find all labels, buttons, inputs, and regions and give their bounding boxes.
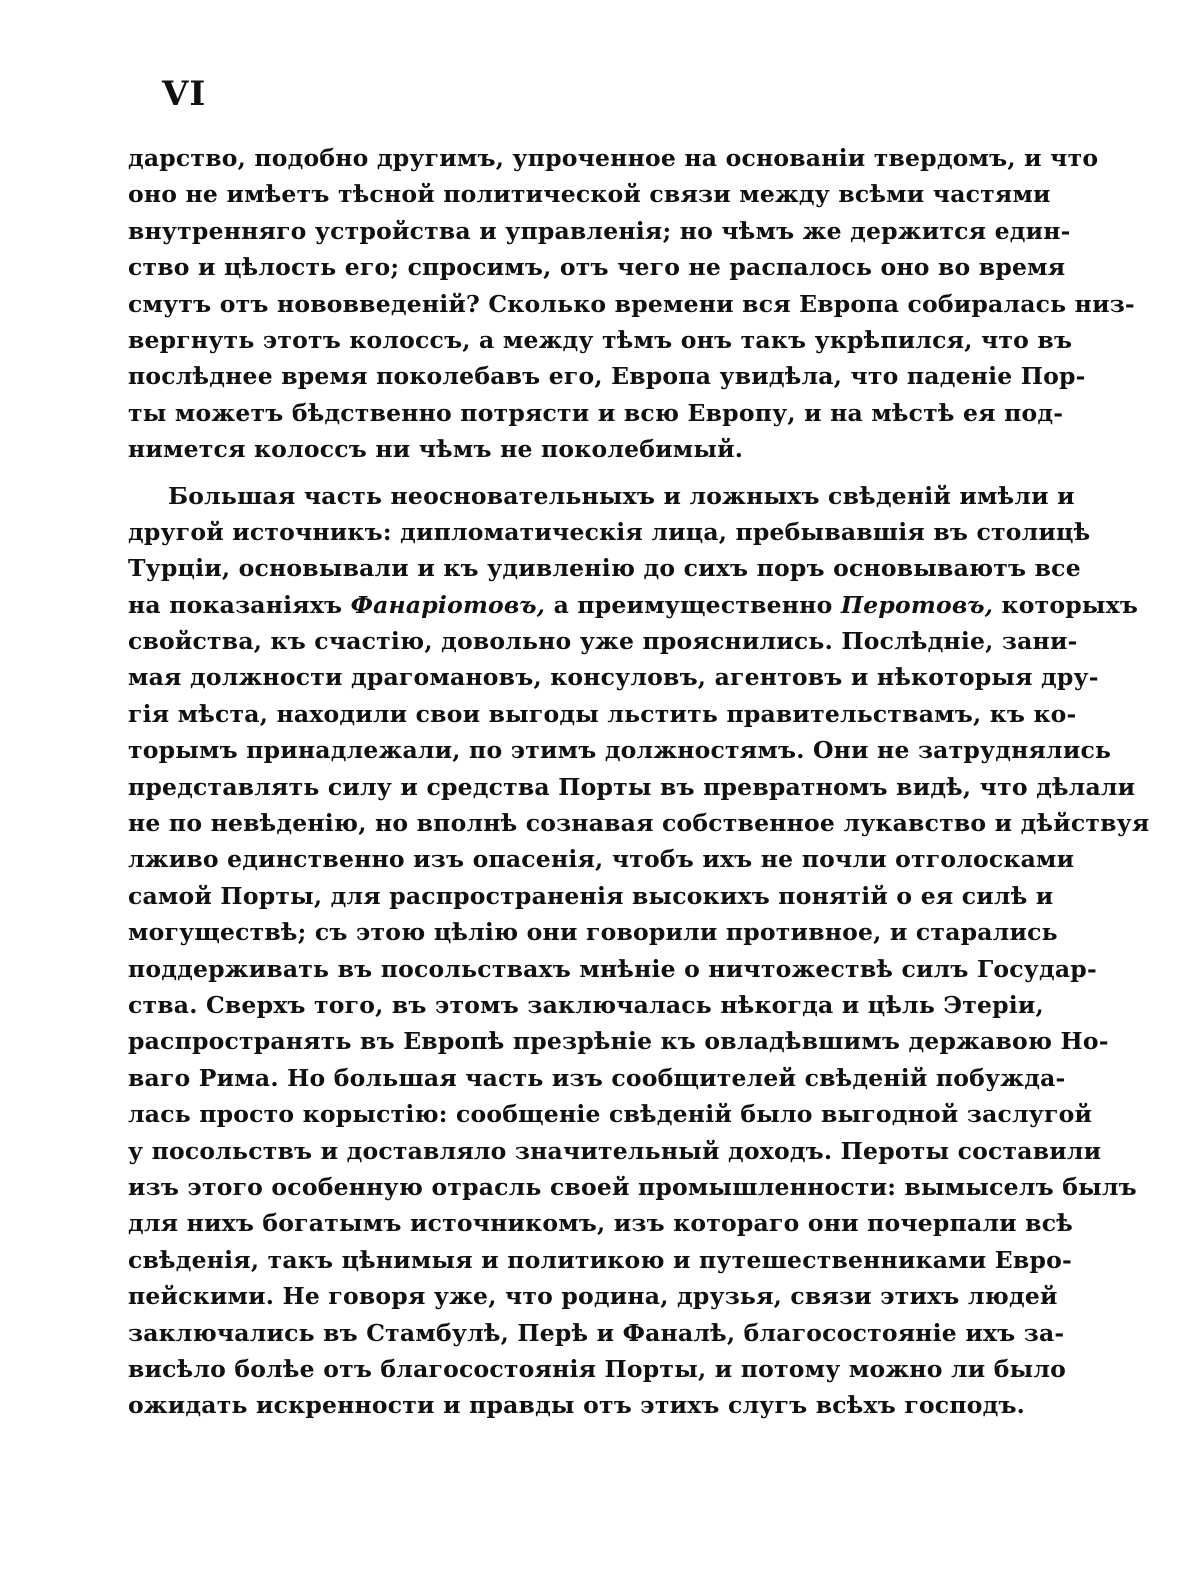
text-line: ство и цѣлость его; спросимъ, отъ чего не распалось оно во время — [128, 253, 1066, 282]
text-line: изъ этого особенную отрасль своей промышленности: вымыселъ былъ — [128, 1172, 1137, 1201]
paragraph-2 — [128, 478, 1150, 1424]
text-line: у посольствъ и доставляло значительный доходъ. Пероты составили — [128, 1136, 1102, 1165]
text-line: для нихъ богатымъ источникомъ, изъ котораго они почерпали всѣ — [128, 1209, 1073, 1238]
text-line: представлять силу и средства Порты въ превратномъ видѣ, что дѣлали — [128, 772, 1136, 801]
text-line: заключались въ Стамбулѣ, Перѣ и Фаналѣ, благосостоянiе ихъ за- — [128, 1318, 1065, 1347]
text-line: внутренняго устройства и управленiя; но чѣмъ же держится един- — [128, 216, 1071, 245]
text-line: Большая часть неосновательныхъ и ложныхъ свѣденiй имѣли и — [168, 481, 1075, 510]
text-line: смутъ отъ нововведенiй? Сколько времени вся Европа собиралась низ- — [128, 289, 1135, 318]
text-line: висѣло болѣе отъ благосостоянiя Порты, и потому можно ли было — [128, 1354, 1067, 1383]
text-line: вергнуть этотъ колоссъ, а между тѣмъ онъ такъ укрѣпился, что въ — [128, 325, 1073, 354]
text-line: нимется колоссъ ни чѣмъ не поколебимый. — [128, 435, 744, 464]
text-line: поддерживать въ посольствахъ мнѣнiе о ничтожествѣ силъ Государ- — [128, 954, 1097, 983]
text-line: торымъ принадлежали, по этимъ должностямъ. Они не затруднялись — [128, 736, 1112, 765]
text-line: ты можетъ бѣдственно потрясти и всю Европу, и на мѣстѣ ея под- — [128, 398, 1064, 427]
text-line: пейскими. Не говоря уже, что родина, друзья, связи этихъ людей — [128, 1282, 1058, 1311]
text-line: ваго Рима. Но большая часть изъ сообщителей свѣденiй побужда- — [128, 1063, 1066, 1092]
text-line: Турцiи, основывали и къ удивленiю до сихъ поръ основываютъ все — [128, 554, 1081, 583]
text-segment: на показанiяхъ — [128, 590, 351, 619]
paragraph-1 — [128, 140, 1135, 468]
text-line: дарство, подобно другимъ, упроченное на основанiи твердомъ, и что — [128, 144, 1099, 172]
text-line: могуществѣ; съ этою цѣлiю они говорили противное, и старались — [128, 918, 1058, 947]
text-line: мая должности драгомановъ, консуловъ, агентовъ и нѣкоторыя дру- — [128, 663, 1099, 692]
text-line: самой Порты, для распространенiя высокихъ понятiй о ея силѣ и — [128, 881, 1054, 910]
text-line: ства. Сверхъ того, въ этомъ заключалась нѣкогда и цѣль Этерiи, — [128, 990, 1044, 1019]
body-text — [128, 140, 1150, 1424]
page-number: VI — [162, 74, 207, 114]
paragraph-gap — [128, 468, 1038, 478]
text-segment: которыхъ — [993, 590, 1139, 619]
text-line: другой источникъ: дипломатическiя лица, пребывавшiя въ столицѣ — [128, 517, 1091, 546]
text-line: свойства, къ счастiю, довольно уже прояснились. Послѣднiе, зани- — [128, 627, 1078, 656]
text-line: свѣденiя, такъ цѣнимыя и политикою и путешественниками Евро- — [128, 1245, 1072, 1274]
text-line: не по невѣденiю, но вполнѣ сознавая собственное лукавство и дѣйствуя — [128, 809, 1150, 838]
italic-term-fanariots: Фанарiотовъ, — [350, 590, 546, 619]
text-line: послѣднее время поколебавъ его, Европа увидѣла, что паденiе Пор- — [128, 362, 1086, 391]
text-line: лживо единственно изъ опасенiя, чтобъ ихъ не почли отголосками — [128, 845, 1075, 874]
text-line: гiя мѣста, находили свои выгоды льстить правительствамъ, къ ко- — [128, 699, 1077, 728]
italic-term-perots: Перотовъ, — [840, 590, 994, 619]
text-line: оно не имѣетъ тѣсной политической связи между всѣми частями — [128, 180, 1051, 209]
text-line: лась просто корыстiю: сообщенiе свѣденiй было выгодной заслугой — [128, 1100, 1093, 1129]
text-line: ожидать искренности и правды отъ этихъ слугъ всѣхъ господъ. — [128, 1391, 1026, 1420]
text-segment: а преимущественно — [545, 590, 841, 619]
text-line-mixed — [128, 587, 1139, 623]
text-line: распространять въ Европѣ презрѣнiе къ овладѣвшимъ державою Но- — [128, 1027, 1109, 1056]
